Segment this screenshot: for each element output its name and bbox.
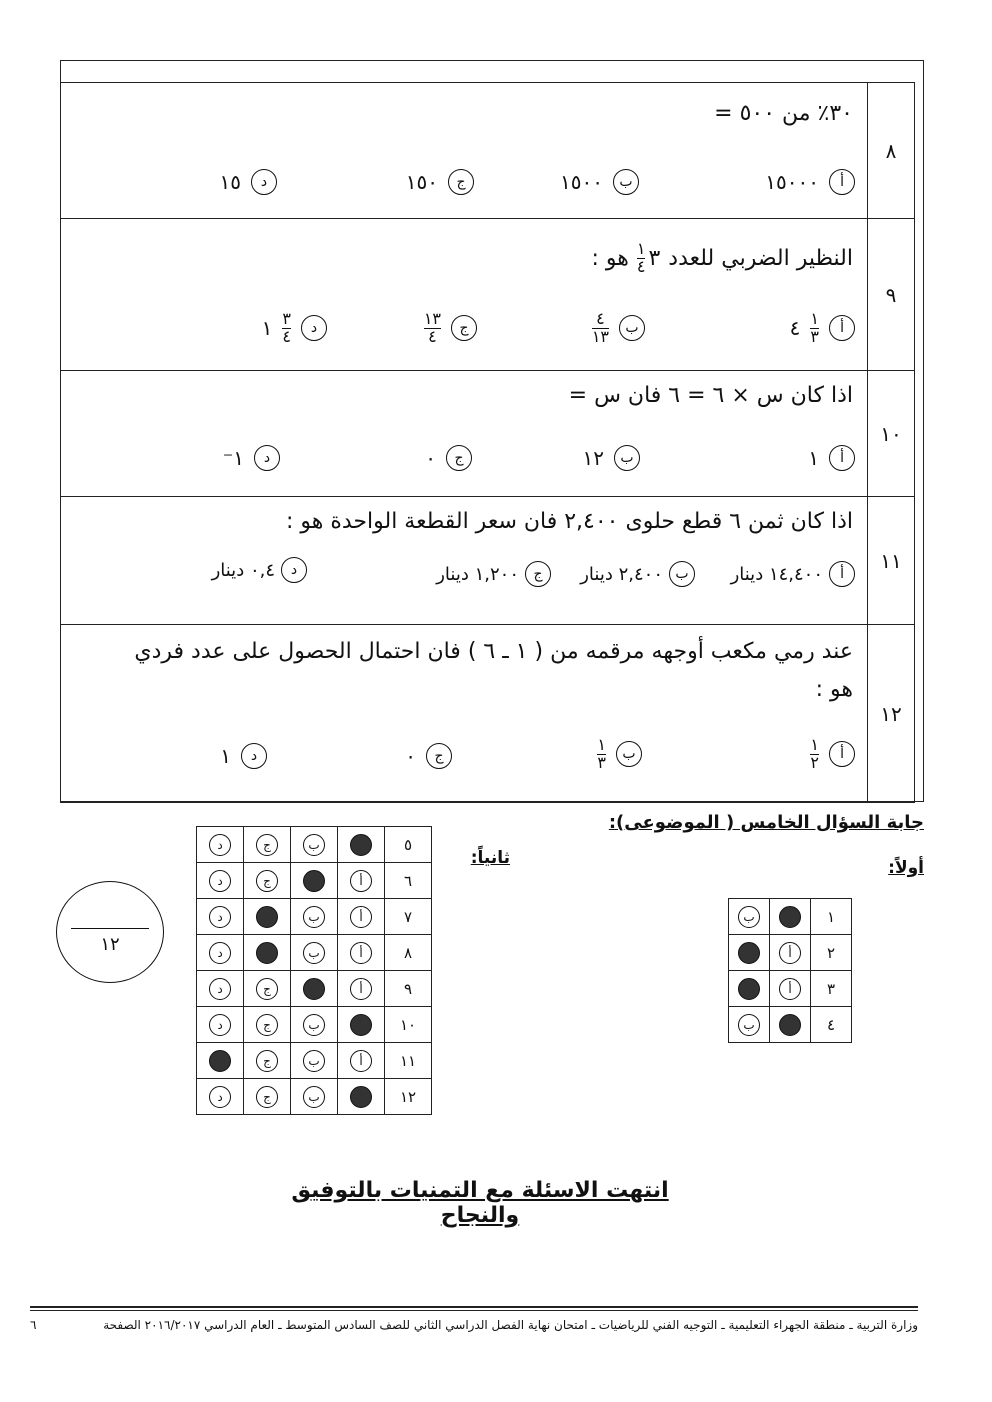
answer-cell [338, 827, 385, 863]
option-c[interactable] [406, 169, 474, 195]
answer-cell [244, 863, 291, 899]
answer-cell [729, 971, 770, 1007]
denominator: ٣ [810, 326, 819, 346]
answer-bubble[interactable]: ب [303, 834, 325, 856]
option-text: ٢,٤٠٠ دينار [580, 563, 663, 585]
option-text: ١٥ [219, 170, 241, 194]
numerator: ١ [810, 735, 819, 754]
answer-cell [197, 971, 244, 1007]
option-text: ١٢ [582, 446, 604, 470]
option-letter: أ [829, 741, 855, 767]
option-d[interactable] [212, 557, 307, 583]
numerator: ١٣ [423, 309, 441, 328]
answer-row [197, 1043, 432, 1079]
option-b[interactable] [583, 445, 640, 471]
answer-bubble[interactable]: د [209, 1014, 231, 1036]
option-b[interactable] [580, 561, 695, 587]
answer-bubble[interactable]: ج [256, 978, 278, 1000]
answer-cell [770, 899, 811, 935]
denominator: ٤ [428, 326, 437, 346]
part2-answer-grid [196, 826, 432, 1115]
questions-table [60, 82, 915, 803]
question-number: ١٢ [868, 625, 915, 803]
answer-bubble[interactable]: ب [303, 1014, 325, 1036]
option-b[interactable] [592, 311, 645, 346]
question-stem: عند رمي مكعب أوجهه مرقمه من ( ١ ـ ٦ ) فان احتمال الحصول على عدد فردي [134, 639, 853, 664]
answer-bubble[interactable]: د [209, 978, 231, 1000]
answer-cell [770, 1007, 811, 1043]
answer-cell [197, 827, 244, 863]
answer-bubble[interactable]: أ [779, 942, 801, 964]
option-letter: ج [451, 315, 477, 341]
option-a[interactable] [765, 169, 855, 195]
whole-part: ٣ [648, 245, 661, 271]
option-letter: ج [426, 743, 452, 769]
fraction [282, 311, 291, 346]
denominator: ٢ [810, 752, 819, 772]
question-row [61, 497, 915, 625]
answer-row [197, 899, 432, 935]
option-a[interactable] [731, 561, 855, 587]
option-text: ١٤,٤٠٠ دينار [730, 563, 823, 585]
fraction [810, 311, 819, 346]
answer-bubble[interactable]: ج [256, 906, 278, 928]
answer-cell [729, 935, 770, 971]
numerator: ١ [636, 239, 646, 258]
denominator: ٣ [597, 752, 606, 772]
answer-row [729, 1007, 852, 1043]
answer-bubble[interactable]: ب [738, 978, 760, 1000]
answer-cell [244, 827, 291, 863]
page-number: ٦ [30, 1318, 37, 1332]
answer-bubble[interactable]: ب [738, 906, 760, 928]
option-d[interactable] [220, 743, 267, 769]
answer-cell [197, 935, 244, 971]
option-text: ١٥٠ [405, 170, 438, 194]
option-letter: أ [829, 169, 855, 195]
option-letter: د [281, 557, 307, 583]
answer-bubble[interactable]: ج [256, 1014, 278, 1036]
option-text: ٠,٤ دينار [211, 559, 275, 581]
option-letter: ب [619, 315, 645, 341]
answer-cell [338, 971, 385, 1007]
option-d[interactable] [262, 311, 327, 346]
question-number: ٨ [868, 83, 915, 219]
answer-cell [729, 899, 770, 935]
answer-bubble[interactable]: ب [303, 870, 325, 892]
answer-cell [291, 971, 338, 1007]
denominator: ٤ [636, 256, 646, 276]
answer-cell [291, 1079, 338, 1115]
answer-bubble[interactable]: أ [350, 906, 372, 928]
option-letter: د [251, 169, 277, 195]
option-letter: د [241, 743, 267, 769]
option-d[interactable] [223, 445, 280, 471]
answer-cell [197, 863, 244, 899]
answer-bubble[interactable]: أ [350, 1014, 372, 1036]
answer-cell [338, 935, 385, 971]
answer-cell [244, 935, 291, 971]
option-d[interactable] [220, 169, 277, 195]
part1-answer-grid [728, 898, 852, 1043]
stem-text: النظير الضربي للعدد [668, 245, 853, 271]
fraction [592, 311, 609, 346]
answer-bubble[interactable]: د [209, 870, 231, 892]
answer-row [197, 935, 432, 971]
option-letter: ب [613, 169, 639, 195]
answer-cell [244, 971, 291, 1007]
question-body [61, 371, 868, 497]
option-letter: ب [616, 741, 642, 767]
question-stem: اذا كان ثمن ٦ قطع حلوى ٢,٤٠٠ فان سعر القطعة الواحدة هو : [285, 509, 853, 534]
question-body [61, 497, 868, 625]
answer-bubble[interactable]: ب [303, 1086, 325, 1108]
answer-bubble[interactable]: ج [256, 834, 278, 856]
option-a[interactable] [810, 737, 855, 772]
question-stem [592, 241, 854, 276]
question-number: ١٠ [868, 371, 915, 497]
answer-cell [338, 863, 385, 899]
answer-cell [197, 1007, 244, 1043]
option-letter: ب [614, 445, 640, 471]
option-a[interactable] [808, 445, 855, 471]
fraction [810, 737, 819, 772]
answer-row [197, 1079, 432, 1115]
answer-bubble[interactable]: أ [350, 1050, 372, 1072]
answer-bubble[interactable]: د [209, 1050, 231, 1072]
denominator: ١٣ [591, 326, 609, 346]
answer-cell [291, 1043, 338, 1079]
fraction [424, 311, 441, 346]
answer-cell [244, 1043, 291, 1079]
answer-bubble[interactable]: د [209, 834, 231, 856]
option-text: ١,٢٠٠ دينار [436, 563, 519, 585]
closing-message: انتهت الاسئلة مع التمنيات بالتوفيق والنجاح [291, 1178, 669, 1228]
option-text: ٠ [405, 744, 416, 768]
option-letter: ج [525, 561, 551, 587]
answer-number: ٦ [385, 863, 432, 899]
answer-row [729, 971, 852, 1007]
answer-cell [338, 1079, 385, 1115]
part1-label: أولاً: [888, 858, 924, 878]
answer-bubble[interactable]: أ [350, 942, 372, 964]
answer-cell [244, 1007, 291, 1043]
option-text: ١⁻ [222, 446, 244, 470]
question-number: ٩ [868, 219, 915, 371]
fraction [637, 241, 646, 276]
option-letter: ب [669, 561, 695, 587]
stem-text: هو : [591, 245, 629, 271]
answer-cell [244, 899, 291, 935]
answer-bubble[interactable]: د [209, 942, 231, 964]
answer-cell [770, 935, 811, 971]
answer-bubble[interactable]: أ [350, 978, 372, 1000]
option-c[interactable] [424, 311, 477, 346]
score-line [71, 928, 149, 929]
answer-bubble[interactable]: أ [350, 834, 372, 856]
question-row [61, 371, 915, 497]
answer-cell [291, 863, 338, 899]
answer-bubble[interactable]: د [209, 906, 231, 928]
answer-bubble[interactable]: ب [738, 942, 760, 964]
numerator: ١ [810, 309, 819, 328]
answer-bubble[interactable]: ج [256, 942, 278, 964]
answer-cell [291, 899, 338, 935]
option-b[interactable] [597, 737, 642, 772]
answer-number: ١ [811, 899, 852, 935]
question-stem: اذا كان س × ٦ = ٦ فان س = [568, 383, 853, 408]
question-stem-continued: هو : [815, 677, 853, 702]
answer-number: ٢ [811, 935, 852, 971]
answer-number: ١٠ [385, 1007, 432, 1043]
footer-text: وزارة التربية ـ منطقة الجهراء التعليمية ـ التوجيه الفني للرياضيات ـ امتحان نهاية الفصل الدراسي الثاني للصف السادس المتوسط ـ العام الدراسي ٢٠١٦/٢٠١٧ الصفحة [103, 1318, 918, 1332]
footer-rule [30, 1310, 918, 1311]
answer-row [197, 827, 432, 863]
answer-bubble[interactable]: ب [303, 978, 325, 1000]
question-row [61, 219, 915, 371]
answer-number: ٥ [385, 827, 432, 863]
answer-cell [197, 1043, 244, 1079]
option-a[interactable] [790, 311, 855, 346]
answer-number: ٤ [811, 1007, 852, 1043]
answer-number: ٣ [811, 971, 852, 1007]
answer-number: ٧ [385, 899, 432, 935]
footer [30, 1318, 918, 1332]
answer-cell [291, 1007, 338, 1043]
answer-bubble[interactable]: د [209, 1086, 231, 1108]
option-letter: د [301, 315, 327, 341]
answer-cell [338, 1007, 385, 1043]
stem-mixed-number [637, 241, 660, 276]
answer-cell [770, 971, 811, 1007]
answer-cell [197, 899, 244, 935]
answer-cell [338, 1043, 385, 1079]
answer-bubble[interactable]: ب [303, 906, 325, 928]
answer-bubble[interactable]: ب [303, 942, 325, 964]
answer-row [197, 971, 432, 1007]
answer-cell [729, 1007, 770, 1043]
question-row [61, 83, 915, 219]
answer-row [197, 863, 432, 899]
answer-number: ٩ [385, 971, 432, 1007]
answer-cell [291, 935, 338, 971]
option-text: ١٥٠٠٠ [765, 170, 819, 194]
score-denominator: ١٢ [100, 934, 120, 955]
footer-rule [30, 1306, 918, 1308]
option-letter: أ [829, 445, 855, 471]
option-letter: أ [829, 315, 855, 341]
answer-cell [244, 1079, 291, 1115]
answer-row [197, 1007, 432, 1043]
option-letter: ج [448, 169, 474, 195]
question-number: ١١ [868, 497, 915, 625]
numerator: ١ [597, 735, 606, 754]
answer-bubble[interactable]: ج [256, 1086, 278, 1108]
option-text: ٠ [425, 446, 436, 470]
option-letter: ج [446, 445, 472, 471]
answer-bubble[interactable]: أ [779, 1014, 801, 1036]
option-text: ١ [220, 744, 231, 768]
score-circle [56, 881, 164, 983]
option-letter: أ [829, 561, 855, 587]
answer-cell [197, 1079, 244, 1115]
answer-number: ١٢ [385, 1079, 432, 1115]
whole-part: ١ [261, 316, 273, 341]
option-c[interactable] [425, 445, 472, 471]
denominator: ٤ [282, 326, 291, 346]
option-c[interactable] [436, 561, 551, 587]
answer-bubble[interactable]: أ [779, 906, 801, 928]
whole-part: ٤ [789, 316, 801, 341]
option-b[interactable] [560, 169, 639, 195]
option-c[interactable] [405, 743, 452, 769]
numerator: ٤ [596, 309, 605, 328]
option-text: ١٥٠٠ [560, 170, 603, 194]
question-body [61, 219, 868, 371]
answer-bubble[interactable]: ب [738, 1014, 760, 1036]
answer-row [729, 935, 852, 971]
question-row [61, 625, 915, 803]
answer-bubble[interactable]: ج [256, 870, 278, 892]
part2-label: ثانياً: [470, 848, 510, 868]
question-body [61, 625, 868, 803]
answer-cell [338, 899, 385, 935]
question-stem: ٣٠٪ من ٥٠٠ = [714, 101, 853, 126]
answer-row [729, 899, 852, 935]
answer-bubble[interactable]: أ [350, 870, 372, 892]
answer-number: ٨ [385, 935, 432, 971]
answer-bubble[interactable]: أ [350, 1086, 372, 1108]
numerator: ٣ [282, 309, 291, 328]
option-text: ١ [808, 446, 819, 470]
answers-title: جابة السؤال الخامس ( الموضوعى): [608, 812, 924, 833]
answer-bubble[interactable]: ب [303, 1050, 325, 1072]
answer-bubble[interactable]: أ [779, 978, 801, 1000]
fraction [597, 737, 606, 772]
question-body [61, 83, 868, 219]
answer-bubble[interactable]: ج [256, 1050, 278, 1072]
option-letter: د [254, 445, 280, 471]
answer-cell [291, 827, 338, 863]
answer-number: ١١ [385, 1043, 432, 1079]
